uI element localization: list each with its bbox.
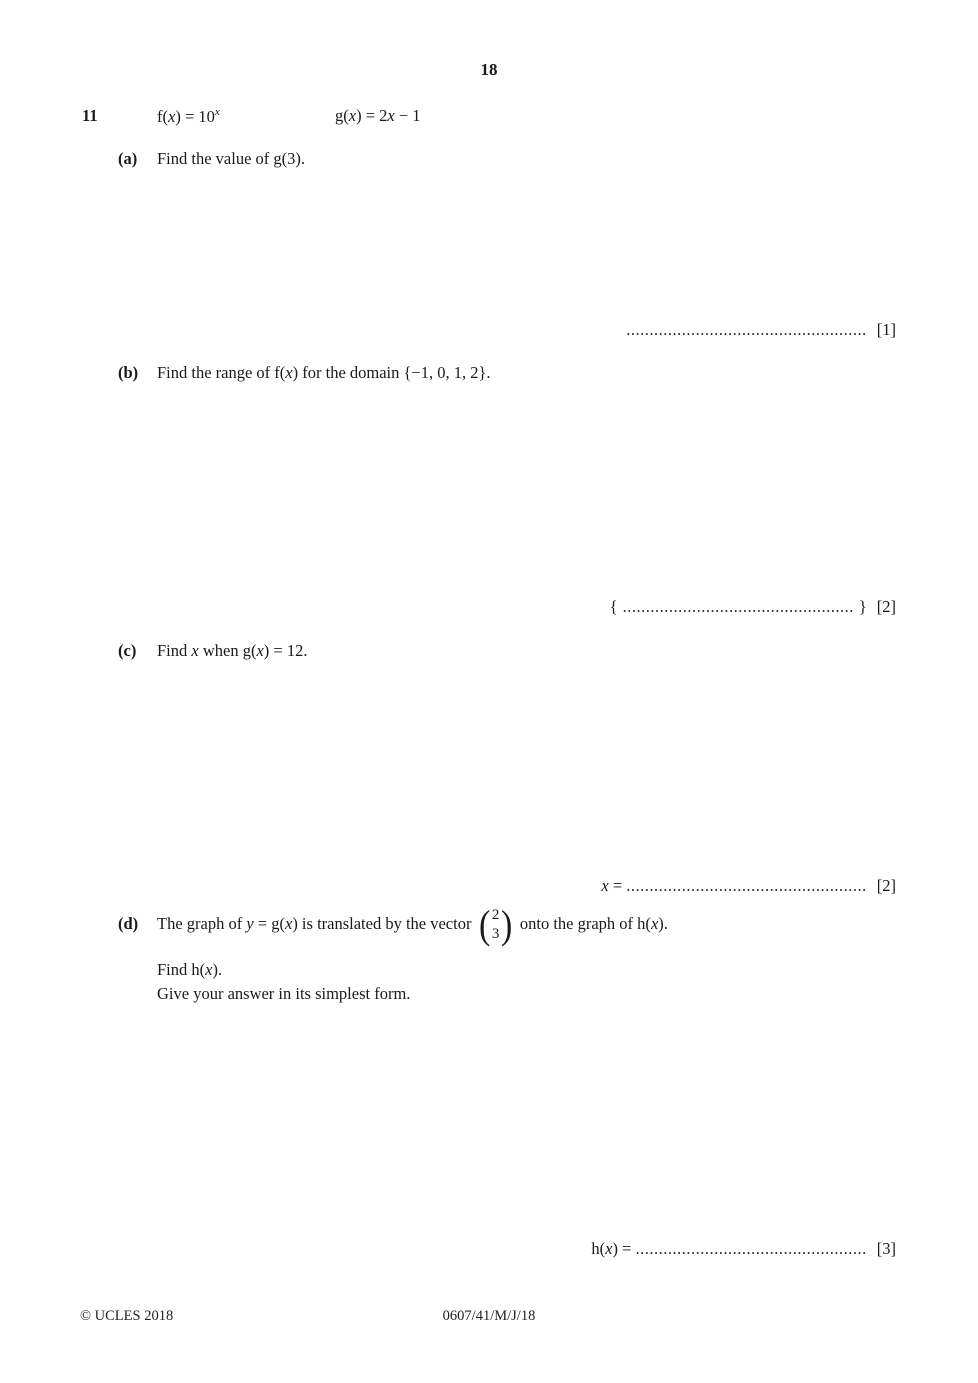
footer-copyright: © UCLES 2018 <box>80 1308 174 1324</box>
answer-line-c: x = .................................................... [2] <box>601 876 896 895</box>
answer-line-b <box>610 597 896 617</box>
part-c-question: (c) Find x when g(x) = 12. <box>118 641 308 660</box>
part-d-question: (d) The graph of y = g(x) is translated by the vector ( 2 3 ) onto the graph of h(x). <box>118 902 668 947</box>
part-b-question: (b) Find the range of f(x) for the domain {−1, 0, 1, 2}. <box>118 363 491 382</box>
part-a-text: Find the value of g(3). <box>157 149 306 168</box>
answer-line-a <box>626 320 896 340</box>
f-def-exponent: x <box>214 106 220 118</box>
part-b-label: (b) <box>118 363 139 382</box>
function-f-definition: $f(x) = 10^x$ <box>157 106 220 126</box>
marks-b: [2] <box>876 597 896 616</box>
g-def-text: g( <box>335 106 349 125</box>
vector-bottom: 3 <box>491 926 500 942</box>
part-c-label: (c) <box>118 641 137 660</box>
page-number: 18 <box>480 60 498 79</box>
answer-hx-prefix: h( <box>591 1239 606 1258</box>
part-d-text: The graph of <box>157 913 247 933</box>
answer-line-d: h(x) = .................................................. [3] <box>591 1239 896 1258</box>
part-d-simplest-instruction: Give your answer in its simplest form. <box>157 984 411 1003</box>
vector-paren-right: ) <box>501 902 513 947</box>
part-c-text: Find <box>157 641 192 660</box>
part-a-label: (a) <box>118 149 138 168</box>
vector-components <box>491 906 501 944</box>
translation-vector <box>478 902 514 947</box>
vector-top: 2 <box>491 907 500 924</box>
answer-brace-close: } <box>858 597 867 616</box>
vector-paren-left: ( <box>478 902 490 947</box>
part-a-question <box>118 149 305 169</box>
part-d-label: (d) <box>118 913 139 933</box>
footer-paper-code: 0607/41/M/J/18 <box>442 1308 536 1324</box>
f-def-text: f( <box>157 107 168 126</box>
answer-dots-c: .................................................... <box>626 876 867 895</box>
answer-var-c: x <box>601 876 609 895</box>
answer-dots-d: .................................................. <box>635 1239 867 1258</box>
marks-d: [3] <box>876 1239 896 1258</box>
answer-brace-open: { <box>609 597 618 616</box>
question-number: 11 <box>82 106 98 125</box>
marks-c: [2] <box>876 876 896 895</box>
answer-dots-a: .................................................... <box>626 320 867 339</box>
part-b-text: Find the range of f( <box>157 363 286 382</box>
part-d-find-instruction: Find h(x). <box>157 960 223 979</box>
marks-a: [1] <box>876 320 896 339</box>
function-g-definition: g(x) = 2x − 1 <box>335 106 421 125</box>
answer-dots-b: .................................................. <box>622 597 854 616</box>
